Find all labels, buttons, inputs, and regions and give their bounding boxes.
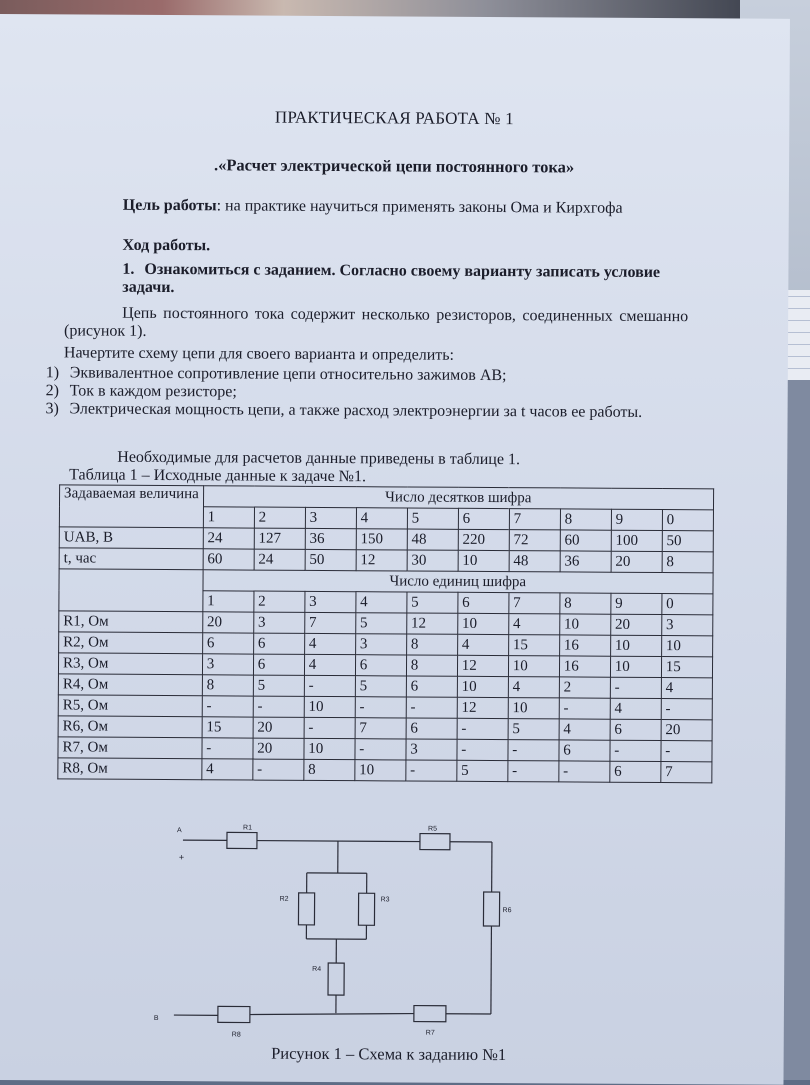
- figure-caption: Рисунок 1 – Схема к заданию №1: [0, 1042, 784, 1067]
- column-header: 7: [509, 509, 560, 530]
- table-cell: -: [610, 677, 661, 698]
- table-cell: 60: [560, 530, 611, 551]
- table-cell: 4: [457, 634, 508, 655]
- table-cell: 7: [661, 762, 712, 783]
- table-cell: -: [508, 740, 559, 761]
- table-cell: -: [559, 761, 610, 782]
- column-header: 7: [509, 593, 560, 614]
- table-cell: 50: [662, 531, 713, 552]
- table-cell: 3: [254, 612, 305, 633]
- r4-label: R4: [312, 966, 321, 973]
- table-cell: 12: [457, 697, 508, 718]
- table-cell: 100: [611, 530, 662, 551]
- table-cell: 60: [203, 549, 254, 570]
- r5-label: R5: [428, 826, 437, 833]
- table-cell: 72: [509, 530, 560, 551]
- table-cell: 7: [305, 612, 356, 633]
- table-cell: 8: [304, 759, 355, 780]
- list-item-text: Электрическая мощность цепи, а также расход электроэнергии за t часов ее работы.: [70, 400, 686, 422]
- table-cell: -: [355, 697, 406, 718]
- table-cell: 3: [202, 654, 253, 675]
- document-page: [0, 14, 790, 1085]
- column-header: 3: [305, 507, 356, 528]
- column-header: 4: [356, 508, 407, 529]
- row-label: R1, Ом: [59, 611, 203, 633]
- data-table: [57, 484, 714, 783]
- resistor-r1: [227, 832, 257, 848]
- table-row: [58, 758, 712, 783]
- table-cell: 20: [661, 720, 712, 741]
- tens-header: Число десятков шифра: [203, 486, 713, 510]
- row-label: R3, Ом: [58, 653, 202, 675]
- row-label: R4, Ом: [58, 674, 202, 696]
- table-cell: 20: [253, 738, 304, 759]
- table-cell: 2: [559, 677, 610, 698]
- table-cell: -: [253, 759, 304, 780]
- column-header: 2: [254, 507, 305, 528]
- column-header: 6: [458, 592, 509, 613]
- resistor-r8: [218, 1006, 250, 1022]
- table-cell: 36: [305, 528, 356, 549]
- data-table-body: [58, 485, 714, 783]
- table-cell: 6: [253, 654, 304, 675]
- table-cell: 8: [202, 675, 253, 696]
- table-cell: 6: [355, 655, 406, 676]
- resistor-r3: [358, 893, 374, 925]
- task-list: [46, 364, 686, 422]
- table-cell: -: [304, 675, 355, 696]
- table-cell: 4: [508, 677, 559, 698]
- step-1-text: Ознакомиться с заданием. Согласно своему варианту записать условие задачи.: [122, 261, 660, 296]
- table-cell: 5: [457, 760, 508, 781]
- row-label: R7, Ом: [58, 737, 202, 759]
- table-cell: 4: [610, 698, 661, 719]
- table-cell: 10: [508, 698, 559, 719]
- table-cell: 20: [203, 612, 254, 633]
- wire: [491, 926, 492, 1014]
- table-cell: 3: [661, 615, 712, 636]
- table-cell: -: [610, 740, 661, 761]
- resistor-r5: [420, 834, 450, 850]
- page-subtitle: .«Расчет электрической цепи постоянного тока»: [0, 154, 789, 179]
- corner-label: Задаваемая величина: [59, 485, 203, 528]
- units-header: Число единиц шифра: [203, 570, 713, 594]
- table-cell: 12: [407, 613, 458, 634]
- table-cell: -: [457, 739, 508, 760]
- column-header: 4: [356, 592, 407, 613]
- table-cell: 10: [355, 760, 406, 781]
- table-cell: 20: [253, 717, 304, 738]
- table-cell: 8: [406, 634, 457, 655]
- column-header: 5: [407, 592, 458, 613]
- table-cell: 8: [406, 655, 457, 676]
- table-cell: 10: [559, 614, 610, 635]
- table-cell: 6: [610, 719, 661, 740]
- column-header: 9: [611, 593, 662, 614]
- resistor-r6: [483, 892, 499, 926]
- resistor-r7: [414, 1006, 446, 1022]
- table-cell: -: [406, 697, 457, 718]
- table-cell: 10: [457, 676, 508, 697]
- node-a-label: A: [177, 827, 182, 834]
- table-cell: 4: [304, 633, 355, 654]
- table-cell: -: [457, 718, 508, 739]
- table-cell: 4: [508, 614, 559, 635]
- table-cell: -: [253, 696, 304, 717]
- table-cell: 5: [355, 676, 406, 697]
- row-label: UAB, В: [59, 527, 203, 549]
- list-item-text: Эквивалентное сопротивление цепи относительно зажимов АВ;: [70, 364, 686, 386]
- table-cell: 4: [559, 719, 610, 740]
- r3-label: R3: [381, 896, 390, 903]
- goal-label: Цель работы: [123, 197, 217, 215]
- table-cell: 150: [356, 529, 407, 550]
- r2-label: R2: [280, 896, 289, 903]
- column-header: 8: [560, 593, 611, 614]
- row-label: R8, Ом: [58, 758, 202, 780]
- table-cell: -: [355, 739, 406, 760]
- plus-sign: +: [179, 852, 184, 862]
- table-cell: 6: [610, 761, 661, 782]
- column-header: 3: [305, 591, 356, 612]
- step-1: [122, 261, 692, 300]
- circuit-diagram: [0, 819, 785, 1054]
- goal-paragraph: [65, 196, 695, 218]
- resistor-r4: [328, 963, 344, 995]
- intro-paragraph: Цепь постоянного тока содержит несколько резисторов, соединенных смешанно (рисунок 1).: [64, 304, 688, 344]
- table-cell: 10: [304, 738, 355, 759]
- table-cell: 10: [304, 696, 355, 717]
- r7-label: R7: [426, 1030, 435, 1037]
- table-cell: -: [661, 699, 712, 720]
- course-heading: Ход работы.: [123, 237, 211, 256]
- table-cell: 24: [203, 528, 254, 549]
- column-header: 1: [203, 591, 254, 612]
- table-cell: 7: [355, 718, 406, 739]
- table-cell: 10: [610, 635, 661, 656]
- table-cell: 5: [508, 719, 559, 740]
- list-item-number: 2): [46, 382, 70, 400]
- column-header: 0: [662, 594, 713, 615]
- table-cell: 36: [560, 551, 611, 572]
- table-cell: 127: [254, 528, 305, 549]
- table-cell: -: [304, 717, 355, 738]
- r1-label: R1: [243, 824, 252, 831]
- wire: [250, 1013, 414, 1016]
- task-instruction: Начертите схему цепи для своего варианта и определить:: [64, 344, 454, 364]
- r6-label: R6: [503, 907, 512, 914]
- r8-label: R8: [232, 1031, 241, 1038]
- table-cell: 48: [509, 551, 560, 572]
- table-cell: 4: [304, 654, 355, 675]
- table-cell: 15: [202, 717, 253, 738]
- column-header: 5: [407, 508, 458, 529]
- table-cell: 16: [559, 635, 610, 656]
- list-item-number: 1): [46, 364, 70, 382]
- table-cell: 12: [457, 655, 508, 676]
- table-cell: 24: [254, 549, 305, 570]
- table-cell: -: [559, 698, 610, 719]
- empty-cell: [59, 569, 203, 612]
- table-header-row: [59, 485, 713, 510]
- row-label: R2, Ом: [59, 632, 203, 654]
- table-cell: 4: [202, 759, 253, 780]
- goal-text: : на практике научиться применять законы Ома и Кирхгофа: [217, 197, 623, 216]
- table-cell: 5: [253, 675, 304, 696]
- table-cell: 6: [559, 740, 610, 761]
- table-header-row: [59, 569, 713, 594]
- table-cell: 5: [356, 613, 407, 634]
- table-cell: 8: [662, 552, 713, 573]
- table-cell: 6: [202, 633, 253, 654]
- column-header: 6: [458, 508, 509, 529]
- table-cell: 50: [305, 549, 356, 570]
- table-cell: 10: [508, 656, 559, 677]
- table-cell: 48: [407, 529, 458, 550]
- table-cell: -: [661, 741, 712, 762]
- table-cell: 12: [356, 550, 407, 571]
- table-cell: 20: [611, 551, 662, 572]
- table-cell: 20: [610, 614, 661, 635]
- table-cell: 6: [406, 718, 457, 739]
- node-b-label: B: [154, 1015, 159, 1022]
- table-cell: 6: [406, 676, 457, 697]
- table-cell: 220: [458, 529, 509, 550]
- column-header: 0: [662, 510, 713, 531]
- column-header: 8: [560, 509, 611, 530]
- table-cell: 10: [458, 550, 509, 571]
- column-header: 2: [254, 591, 305, 612]
- table-cell: 30: [407, 550, 458, 571]
- table-cell: 10: [661, 636, 712, 657]
- row-label: R6, Ом: [58, 716, 202, 738]
- table-cell: 3: [406, 739, 457, 760]
- table-cell: 15: [661, 657, 712, 678]
- list-item-number: 3): [46, 400, 70, 418]
- table-cell: -: [202, 696, 253, 717]
- table-cell: 4: [661, 678, 712, 699]
- row-label: R5, Ом: [58, 695, 202, 717]
- table-cell: 6: [253, 633, 304, 654]
- list-item: [46, 400, 686, 422]
- table-cell: -: [202, 738, 253, 759]
- table-cell: -: [508, 761, 559, 782]
- row-label: t, час: [59, 548, 203, 570]
- table-caption: Таблица 1 – Исходные данные к задаче №1.: [69, 466, 366, 486]
- table-cell: -: [406, 760, 457, 781]
- data-note: Необходимые для расчетов данные приведены в таблице 1.: [117, 449, 520, 469]
- table-cell: 10: [458, 613, 509, 634]
- table-cell: 16: [559, 656, 610, 677]
- resistor-r2: [298, 893, 314, 925]
- table-cell: 10: [610, 656, 661, 677]
- page-title: ПРАКТИЧЕСКАЯ РАБОТА № 1: [0, 106, 789, 131]
- column-header: 1: [203, 507, 254, 528]
- table-cell: 15: [508, 635, 559, 656]
- table-cell: 3: [355, 634, 406, 655]
- step-1-number: 1.: [122, 261, 144, 279]
- column-header: 9: [611, 509, 662, 530]
- list-item-text: Ток в каждом резисторе;: [70, 382, 686, 404]
